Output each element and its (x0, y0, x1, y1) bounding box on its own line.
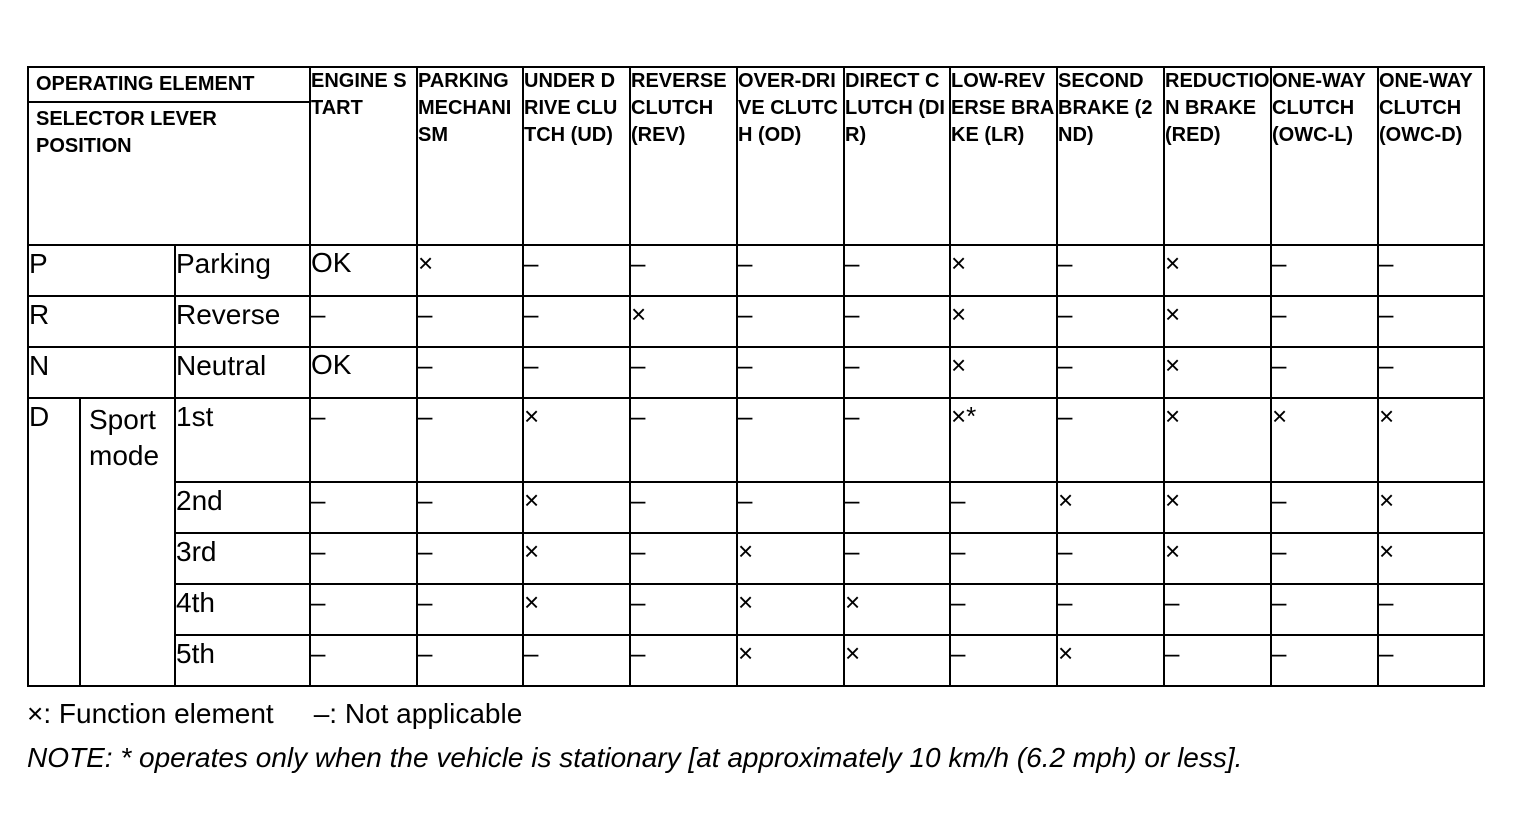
gear-name: 3rd (175, 533, 310, 584)
position-name: Neutral (175, 347, 310, 398)
table-row-r (28, 296, 1484, 347)
table-cell: – (417, 347, 523, 398)
legend (27, 696, 522, 732)
table-cell: – (950, 584, 1057, 635)
table-cell: – (417, 584, 523, 635)
table-cell: – (1057, 296, 1164, 347)
table-cell: – (523, 245, 630, 296)
table-cell: – (1057, 533, 1164, 584)
table-row-n (28, 347, 1484, 398)
table-cell: – (844, 347, 950, 398)
table-cell: × (737, 635, 844, 686)
position-letter: D (28, 398, 80, 686)
column-header: OVER-DRIVE CLUTCH (OD) (737, 67, 844, 245)
table-cell: – (1271, 296, 1378, 347)
position-name: Parking (175, 245, 310, 296)
table-cell: – (1271, 584, 1378, 635)
table-cell: – (1378, 584, 1484, 635)
table-cell: – (1271, 245, 1378, 296)
table-cell: – (630, 347, 737, 398)
table-cell: × (1378, 482, 1484, 533)
table-cell: × (523, 584, 630, 635)
legend-not-applicable: –: Not applicable (313, 698, 523, 729)
table-cell: × (737, 533, 844, 584)
table-cell: – (737, 398, 844, 482)
column-header: SECOND BRAKE (2ND) (1057, 67, 1164, 245)
table-cell: – (737, 482, 844, 533)
table-row-d-2nd (28, 482, 1484, 533)
table-cell: × (1164, 398, 1271, 482)
table-cell: – (737, 245, 844, 296)
table-cell: – (630, 482, 737, 533)
table-cell: – (523, 296, 630, 347)
table-row-d-3rd (28, 533, 1484, 584)
table-cell: – (630, 635, 737, 686)
table-cell: – (630, 245, 737, 296)
table-cell: × (1164, 482, 1271, 533)
table-cell: – (310, 584, 417, 635)
table-cell: – (523, 347, 630, 398)
position-letter: P (28, 245, 175, 296)
gear-name: 5th (175, 635, 310, 686)
table-cell: × (523, 482, 630, 533)
table-cell: – (1271, 635, 1378, 686)
table-cell: – (417, 635, 523, 686)
table-cell: – (417, 533, 523, 584)
column-header: REDUCTION BRAKE (RED) (1164, 67, 1271, 245)
table-cell: – (737, 347, 844, 398)
table-cell: – (310, 635, 417, 686)
position-letter: N (28, 347, 175, 398)
table-cell: × (950, 245, 1057, 296)
footnote: NOTE: * operates only when the vehicle is stationary [at approximately 10 km/h (6.2 mph) or less]. (27, 742, 1243, 773)
table-cell: – (630, 398, 737, 482)
table-cell: – (844, 296, 950, 347)
header-corner-cell (28, 67, 310, 245)
table-cell: × (1164, 347, 1271, 398)
column-header: ONE-WAY CLUTCH (OWC-D) (1378, 67, 1484, 245)
table-cell: – (1164, 584, 1271, 635)
table-cell: – (1378, 347, 1484, 398)
table-cell: OK (310, 347, 417, 398)
table-cell: × (1164, 245, 1271, 296)
table-cell: OK (310, 245, 417, 296)
position-letter: R (28, 296, 175, 347)
gear-name: 4th (175, 584, 310, 635)
table-cell: – (1378, 296, 1484, 347)
table-cell: – (417, 482, 523, 533)
table-cell: × (523, 533, 630, 584)
table-cell: × (630, 296, 737, 347)
table-cell: – (310, 533, 417, 584)
table-cell: – (523, 635, 630, 686)
sport-mode-label: Sport mode (80, 398, 175, 686)
table-row-d-5th (28, 635, 1484, 686)
table-cell: – (1271, 347, 1378, 398)
table-cell: × (523, 398, 630, 482)
table-cell: × (950, 347, 1057, 398)
table-cell: – (417, 296, 523, 347)
table-cell: – (1057, 584, 1164, 635)
column-header: LOW-REVERSE BRAKE (LR) (950, 67, 1057, 245)
table-cell: – (844, 245, 950, 296)
table-cell: – (950, 635, 1057, 686)
table-row-p (28, 245, 1484, 296)
table-cell: – (310, 296, 417, 347)
table-cell: × (844, 584, 950, 635)
table-cell: – (844, 482, 950, 533)
table-cell: – (844, 533, 950, 584)
table-cell: – (1271, 533, 1378, 584)
column-header: UNDER DRIVE CLUTCH (UD) (523, 67, 630, 245)
table-cell: – (844, 398, 950, 482)
table-cell: × (1378, 533, 1484, 584)
column-header: ONE-WAY CLUTCH (OWC-L) (1271, 67, 1378, 245)
table-cell: – (1271, 482, 1378, 533)
table-cell: × (1057, 482, 1164, 533)
column-header: ENGINE START (310, 67, 417, 245)
table-cell: × (737, 584, 844, 635)
table-cell: – (1164, 635, 1271, 686)
table-cell: – (1378, 245, 1484, 296)
table-cell: ×* (950, 398, 1057, 482)
table-cell: – (950, 533, 1057, 584)
column-header: REVERSE CLUTCH (REV) (630, 67, 737, 245)
table-cell: × (417, 245, 523, 296)
gear-name: 1st (175, 398, 310, 482)
table-cell: – (1378, 635, 1484, 686)
legend-function-element: ×: Function element (27, 698, 274, 729)
table-cell: – (310, 398, 417, 482)
table-cell: × (1164, 533, 1271, 584)
table-cell: × (1057, 635, 1164, 686)
table-cell: – (737, 296, 844, 347)
table-cell: – (417, 398, 523, 482)
table-cell: × (1271, 398, 1378, 482)
table-cell: × (1164, 296, 1271, 347)
gear-name: 2nd (175, 482, 310, 533)
selector-lever-position-heading: SELECTOR LEVER POSITION (36, 108, 217, 157)
table-cell: – (950, 482, 1057, 533)
table-cell: – (630, 533, 737, 584)
column-header: DIRECT CLUTCH (DIR) (844, 67, 950, 245)
table-cell: – (1057, 398, 1164, 482)
header-row (28, 67, 1484, 245)
table-row-d-1st (28, 398, 1484, 482)
column-header: PARKING MECHANISM (417, 67, 523, 245)
position-name: Reverse (175, 296, 310, 347)
table-cell: – (1057, 347, 1164, 398)
operating-element-table (27, 66, 1485, 687)
table-cell: – (1057, 245, 1164, 296)
table-cell: × (1378, 398, 1484, 482)
operating-element-heading: OPERATING ELEMENT (29, 68, 309, 103)
table-cell: × (844, 635, 950, 686)
table-cell: × (950, 296, 1057, 347)
table-cell: – (630, 584, 737, 635)
table-cell: – (310, 482, 417, 533)
operating-element-table-wrapper (27, 66, 1483, 687)
table-row-d-4th (28, 584, 1484, 635)
